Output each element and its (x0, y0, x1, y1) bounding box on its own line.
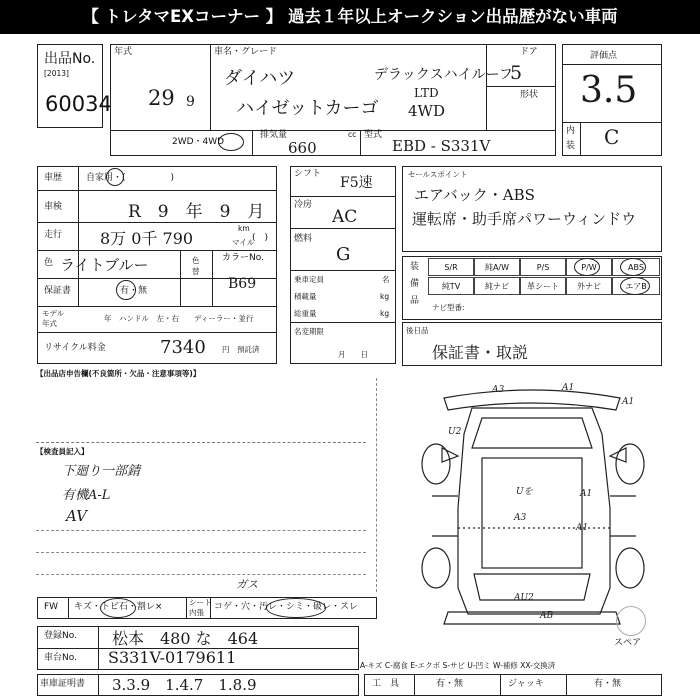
inspector-note-2: 有機A-L (62, 488, 111, 503)
recycle-value: 7340 (160, 337, 206, 358)
color-label: 色 (44, 258, 54, 268)
equip-ext-navi: 外ナビ (566, 277, 612, 295)
inspection-label: 車検 (44, 202, 63, 212)
jack-value: 有・無 (594, 679, 622, 689)
inspection-value: R 9 年 9 月 (128, 202, 265, 222)
history-options: 自家用・( ) (86, 173, 175, 183)
sales-points-label: セールスポイント (408, 170, 468, 179)
drive-label: 2WD・4WD (172, 137, 225, 147)
capacity-label: 乗車定員 (294, 275, 324, 284)
interior-value: C (604, 125, 620, 149)
shift-value: F5速 (340, 175, 373, 191)
inspector-note-1: 下廻り一部錆 (62, 464, 141, 479)
mark-ab: AB (540, 611, 554, 621)
nav-model-label: ナビ型番: (432, 303, 465, 312)
sales-points-line2: 運転席・助手席パワーウィンドウ (412, 210, 637, 228)
warranty-label: 保証書 (44, 286, 72, 296)
chassis-label: 車台No. (44, 653, 77, 663)
capacity-unit: 名 (382, 275, 390, 284)
equip-pw: P/W (566, 258, 612, 276)
mark-u2: U2 (448, 427, 462, 437)
score-label: 評価点 (590, 51, 618, 61)
equip-tv: 純TV (428, 277, 474, 295)
lining-label: 内張 (189, 608, 204, 617)
warranty-yes-circle (116, 280, 136, 300)
weight-label: 総重量 (294, 309, 317, 318)
mark-a1-top: A1 (562, 383, 575, 393)
mileage-unit-mile: マイル (232, 238, 255, 247)
color-value: ライトブルー (60, 256, 149, 274)
seller-notes-label: 【出品店申告欄(不良箇所・欠品・注意事項等)】 (36, 369, 201, 378)
after-docs-label: 後日品 (406, 326, 429, 335)
score-value: 3.5 (580, 70, 638, 111)
displacement-value: 660 (288, 139, 317, 157)
inspector-note-3: AV (66, 507, 87, 525)
shape-label: 形状 (520, 90, 539, 100)
car-front-bumper (444, 390, 620, 410)
displacement-label: 排気量 (260, 130, 288, 140)
ac-value: AC (332, 207, 358, 227)
equip-sr: S/R (428, 258, 474, 276)
mileage-value: 8万 0千 790 (100, 229, 194, 248)
regist-no-value: 松本 480 な 464 (112, 629, 259, 648)
mark-a1-right: A1 (580, 489, 593, 499)
tools-value: 有・無 (436, 679, 464, 689)
equip-ps: P/S (520, 258, 566, 276)
equip-pw-circle (574, 258, 600, 276)
equip-abs-circle (620, 258, 646, 276)
car-roof (482, 458, 582, 568)
car-outline (458, 408, 610, 614)
mark-roof: Uを (516, 487, 533, 497)
interior-options: コゲ・穴・汚レ・シミ・破レ・スレ (214, 602, 359, 612)
mark-a3-top: A3 (492, 385, 505, 395)
equip-airbag-circle (620, 277, 650, 295)
car-maker: ダイハツ (224, 68, 296, 89)
lot-year-tag: [2013] (44, 69, 69, 78)
mark-a1-rear: A1 (622, 397, 635, 407)
equip-abs: ABS (612, 258, 660, 276)
equipment-label-3: 品 (410, 296, 420, 306)
car-model: ハイゼットカーゴ (236, 98, 379, 119)
history-label: 車歴 (44, 173, 63, 183)
model-year-value: 29 (148, 86, 175, 110)
interior-label-2: 装 (566, 141, 576, 151)
after-docs-value: 保証書・取説 (432, 343, 529, 362)
model-year-label: 年式 (114, 47, 133, 57)
history-private-circle (106, 168, 124, 186)
wheel-rear-left (422, 548, 450, 588)
model-year-month: 9 (186, 94, 195, 110)
mark-a3-roof: A3 (514, 513, 527, 523)
inspector-notes-label: 【検査員記入】 (36, 447, 89, 456)
shift-label: シフト (294, 169, 322, 179)
handle-row: 年 ハンドル 左・右 ディーラー・並行 (104, 314, 254, 323)
displacement-unit: cc (348, 130, 357, 139)
doors-value: 5 (510, 62, 523, 84)
regist-label: 名変期限 (294, 327, 324, 336)
tools-label: 工 具 (372, 679, 400, 689)
lot-number: 60034 (45, 92, 112, 116)
jack-label: ジャッキ (508, 679, 544, 689)
recycle-label: リサイクル料金 (44, 343, 106, 353)
equip-airbag: エアB (612, 277, 660, 295)
mileage-label: 走行 (44, 230, 63, 240)
drive-4wd-circle (218, 133, 244, 151)
equipment-label-1: 装 (410, 262, 420, 272)
sales-points-line1: エアバック・ABS (414, 186, 535, 204)
type-value: EBD - S331V (392, 137, 491, 155)
doors-label: ドア (520, 47, 538, 57)
car-grade-ltd: LTD (414, 86, 439, 100)
glass-sticker-note: ガス (236, 578, 258, 591)
interior-stain-circle (266, 598, 326, 618)
mark-au2: AU2 (514, 593, 534, 603)
chassis-value: S331V-0179611 (108, 648, 237, 667)
weight-unit: kg (380, 309, 390, 318)
warranty-options: 有・無 (120, 286, 148, 296)
fw-chip-circle (100, 598, 136, 618)
car-name-label: 車名・グレード (214, 47, 278, 57)
regist-no-label: 登録No. (44, 631, 77, 641)
mark-a1-mid: A1 (576, 523, 589, 533)
recycle-unit: 円 預託済 (222, 345, 260, 354)
equipment-label-2: 備 (410, 279, 420, 289)
car-windshield (472, 418, 592, 448)
car-grade: デラックスハイルーフ (374, 67, 513, 83)
fuel-value: G (336, 244, 351, 265)
color-change-label-2: 替 (192, 267, 200, 276)
model-year-small-label-2: 年式 (42, 319, 57, 328)
mileage-paren: ( ) (252, 233, 269, 243)
regist-unit: 月 日 (338, 350, 368, 359)
spare-tire-icon (616, 606, 646, 636)
car-damage-diagram (404, 378, 666, 628)
equip-aw: 純A/W (474, 258, 520, 276)
fuel-label: 燃料 (294, 234, 313, 244)
seat-label: シート (189, 598, 212, 607)
equip-navi: 純ナビ (474, 277, 520, 295)
cert-value: 3.3.9 1.4.7 1.8.9 (112, 676, 257, 694)
interior-label-1: 内 (566, 126, 576, 136)
equip-leather: 革シート (520, 277, 566, 295)
color-change-label-1: 色 (192, 256, 200, 265)
car-grade-4wd: 4WD (408, 102, 445, 120)
fw-label: FW (44, 602, 59, 612)
mileage-unit-km: km (238, 224, 250, 233)
lot-label: 出品No. (44, 51, 96, 67)
wheel-rear-right (616, 548, 644, 588)
color-no-value: B69 (228, 276, 257, 292)
spare-label: スペア (614, 638, 642, 648)
load-label: 積載量 (294, 292, 317, 301)
cert-label: 車庫証明書 (40, 679, 86, 689)
model-year-small-label-1: モデル (42, 309, 65, 318)
damage-legend: A-キズ C-腐食 E-エクボ S-サビ U-凹ミ W-補修 XX-交換済 (360, 661, 556, 670)
type-label: 型式 (364, 130, 383, 140)
color-no-label: カラーNo. (222, 253, 264, 263)
page-title: 【 トレタマEXコーナー 】 過去１年以上オークション出品歴がない車両 (0, 0, 700, 34)
ac-label: 冷房 (294, 200, 313, 210)
load-unit: kg (380, 292, 390, 301)
wheel-front-right (616, 444, 644, 484)
fw-note: キズ・トビ石・割レ× (74, 602, 163, 612)
